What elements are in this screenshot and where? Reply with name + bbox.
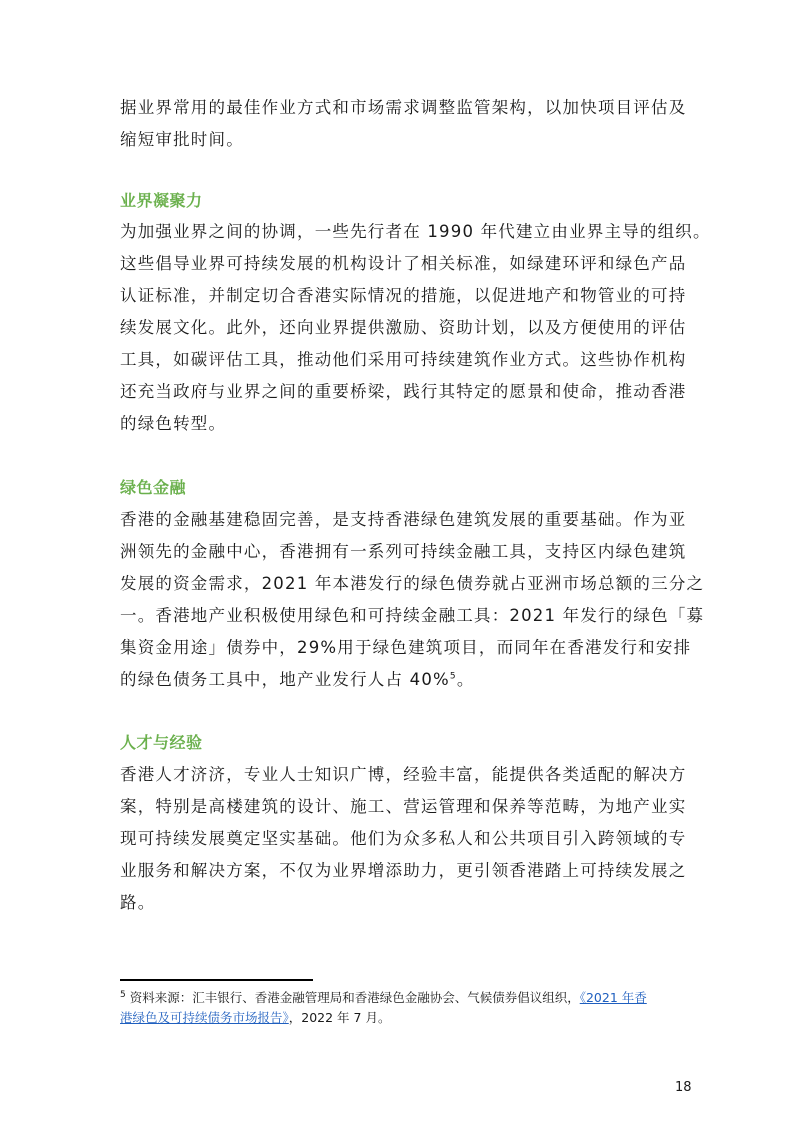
section-heading-green-finance: 绿色金融 <box>120 478 187 497</box>
footnote-line-1 <box>120 989 647 1007</box>
footnote-text: 资料来源：汇丰银行、香港金融管理局和香港绿色金融协会、气候债券倡议组织， <box>125 990 580 1005</box>
paragraph-line: 这些倡导业界可持续发展的机构设计了相关标准，如绿建环评和绿色产品 <box>120 254 687 273</box>
report-link[interactable]: 《2021 年香 <box>579 990 647 1005</box>
paragraph-line: 洲领先的金融中心，香港拥有一系列可持续金融工具，支持区内绿色建筑 <box>120 542 687 561</box>
paragraph-line: 香港的金融基建稳固完善，是支持香港绿色建筑发展的重要基础。作为亚 <box>120 510 687 529</box>
intro-line-1: 据业界常用的最佳作业方式和市场需求调整监管架构，以加快项目评估及 <box>120 98 687 117</box>
paragraph-line: 发展的资金需求，2021 年本港发行的绿色债券就占亚洲市场总额的三分之 <box>120 574 705 593</box>
footnote-line-2 <box>120 1009 390 1027</box>
paragraph-line: 为加强业界之间的协调，一些先行者在 1990 年代建立由业界主导的组织。 <box>120 222 711 241</box>
paragraph-line: 的绿色转型。 <box>120 414 227 433</box>
paragraph-line: 一。香港地产业积极使用绿色和可持续金融工具：2021 年发行的绿色「募 <box>120 606 705 625</box>
paragraph-line: 集资金用途」债券中，29%用于绿色建筑项目，而同年在香港发行和安排 <box>120 638 692 657</box>
page-number: 18 <box>675 1080 692 1095</box>
section-heading-industry-cohesion: 业界凝聚力 <box>120 191 203 210</box>
footnote-divider <box>120 979 313 981</box>
footnote-marker: 5 <box>120 989 126 1000</box>
paragraph-line: 认证标准，并制定切合香港实际情况的措施，以促进地产和物管业的可持 <box>120 286 687 305</box>
intro-line-2: 缩短审批时间。 <box>120 130 244 149</box>
report-link[interactable]: 港绿色及可持续债务市场报告》 <box>120 1010 289 1025</box>
paragraph-line-end: 。 <box>456 670 475 689</box>
paragraph-line: 业服务和解决方案，不仅为业界增添助力，更引领香港踏上可持续发展之 <box>120 861 687 880</box>
paragraph-line: 现可持续发展奠定坚实基础。他们为众多私人和公共项目引入跨领域的专 <box>120 829 687 848</box>
paragraph-line <box>120 668 475 692</box>
footnote-date: ，2022 年 7 月。 <box>288 1010 391 1025</box>
paragraph-line: 还充当政府与业界之间的重要桥梁，践行其特定的愿景和使命，推动香港 <box>120 382 687 401</box>
paragraph-line: 工具，如碳评估工具，推动他们采用可持续建筑作业方式。这些协作机构 <box>120 350 687 369</box>
footnote-reference[interactable]: 5 <box>449 671 457 682</box>
paragraph-line: 续发展文化。此外，还向业界提供激励、资助计划，以及方便使用的评估 <box>120 318 687 337</box>
section-heading-talent-experience: 人才与经验 <box>120 733 203 752</box>
paragraph-line: 香港人才济济，专业人士知识广博，经验丰富，能提供各类适配的解决方 <box>120 765 687 784</box>
paragraph-line: 路。 <box>120 893 156 912</box>
paragraph-line-text: 的绿色债务工具中，地产业发行人占 40% <box>120 670 450 689</box>
paragraph-line: 案，特别是高楼建筑的设计、施工、营运管理和保养等范畴，为地产业实 <box>120 797 687 816</box>
